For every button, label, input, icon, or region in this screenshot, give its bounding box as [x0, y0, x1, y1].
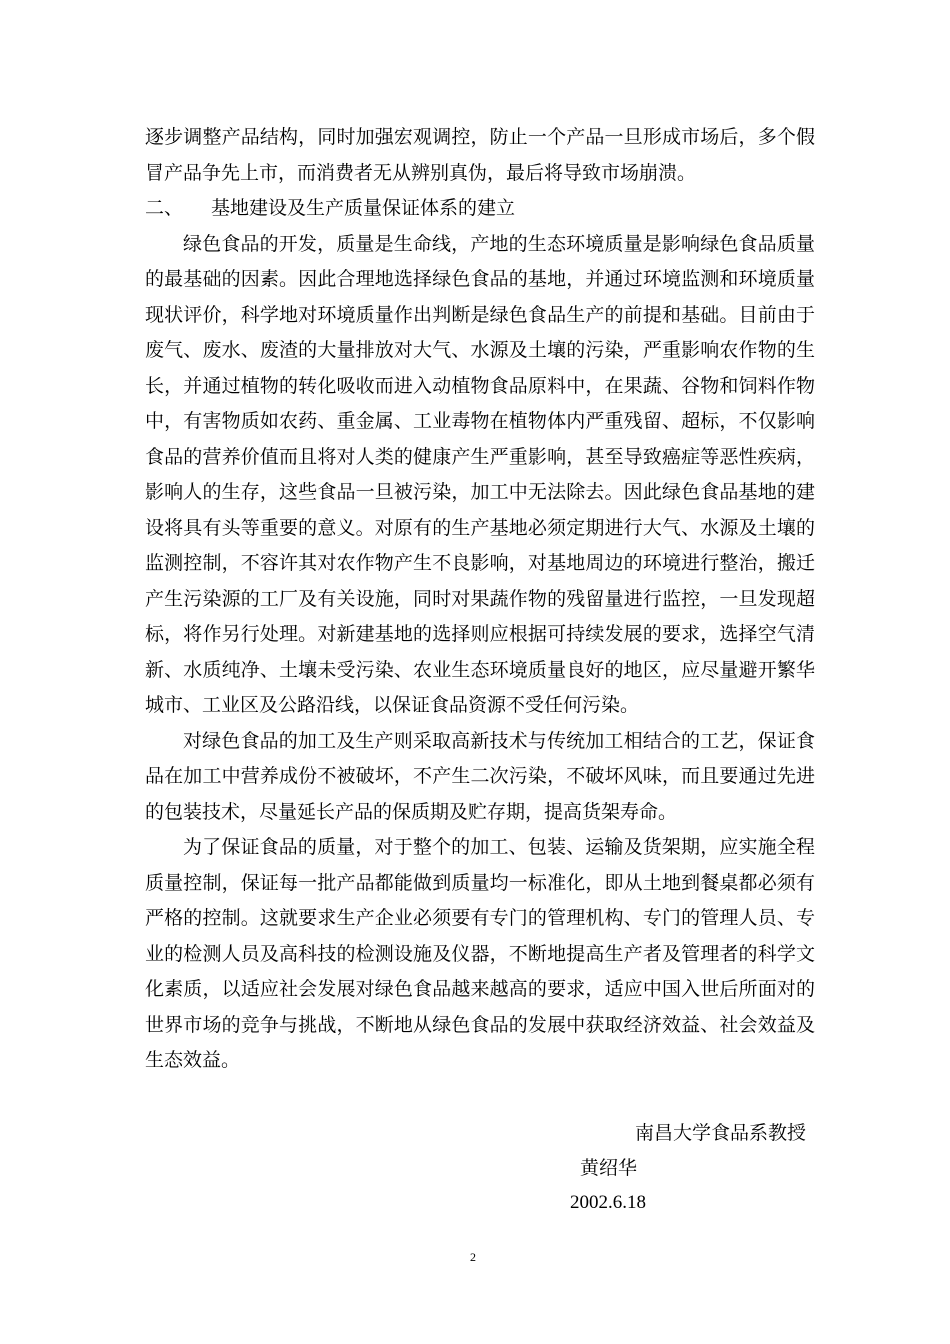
page-number: 2 — [470, 1250, 476, 1264]
paragraph-continuation: 逐步调整产品结构，同时加强宏观调控，防止一个产品一旦形成市场后，多个假冒产品争先上市，而消费者无从辨别真伪，最后将导致市场崩溃。 — [145, 126, 815, 184]
section-number: 二、 — [145, 197, 184, 219]
paragraph-processing: 对绿色食品的加工及生产则采取高新技术与传统加工相结合的工艺，保证食品在加工中营养成份不被破坏，不产生二次污染，不破坏风味，而且要通过先进的包装技术，尽量延长产品的保质期及贮存期，提高货架寿命。 — [145, 729, 815, 823]
section-heading — [145, 191, 815, 227]
signature-title: 南昌大学食品系教授 — [635, 1122, 807, 1144]
paragraph-base-construction: 绿色食品的开发，质量是生命线，产地的生态环境质量是影响绿色食品质量的最基础的因素。因此合理地选择绿色食品的基地，并通过环境监测和环境质量现状评价，科学地对环境质量作出判断是绿色食品生产的前提和基础。目前由于废气、废水、废渣的大量排放对大气、水源及土壤的污染，严重影响农作物的生长，并通过植物的转化吸收而进入动植物食品原料中，在果蔬、谷物和饲料作物中，有害物质如农药、重金属、工业毒物在植物体内严重残留、超标，不仅影响食品的营养价值而且将对人类的健康产生严重影响，甚至导致癌症等恶性疾病，影响人的生存，这些食品一旦被污染，加工中无法除去。因此绿色食品基地的建设将具有头等重要的意义。对原有的生产基地必须定期进行大气、水源及土壤的监测控制，不容许其对农作物产生不良影响，对基地周边的环境进行整治，搬迁产生污染源的工厂及有关设施，同时对果蔬作物的残留量进行监控，一旦发现超标，将作另行处理。对新建基地的选择则应根据可持续发展的要求，选择空气清新、水质纯净、土壤未受污染、农业生态环境质量良好的地区，应尽量避开繁华城市、工业区及公路沿线，以保证食品资源不受任何污染。 — [145, 232, 815, 716]
signature-name: 黄绍华 — [580, 1157, 638, 1179]
body-text — [145, 120, 815, 1079]
paragraph-quality-control: 为了保证食品的质量，对于整个的加工、包装、运输及货架期，应实施全程质量控制，保证每一批产品都能做到质量均一标准化，即从土地到餐桌都必须有严格的控制。这就要求生产企业必须要有专门的管理机构、专门的管理人员、专业的检测人员及高科技的检测设施及仪器，不断地提高生产者及管理者的科学文化素质，以适应社会发展对绿色食品越来越高的要求，适应中国入世后所面对的世界市场的竞争与挑战，不断地从绿色食品的发展中获取经济效益、社会效益及生态效益。 — [145, 836, 815, 1071]
signature-date: 2002.6.18 — [570, 1192, 646, 1213]
section-title: 基地建设及生产质量保证体系的建立 — [211, 197, 516, 219]
